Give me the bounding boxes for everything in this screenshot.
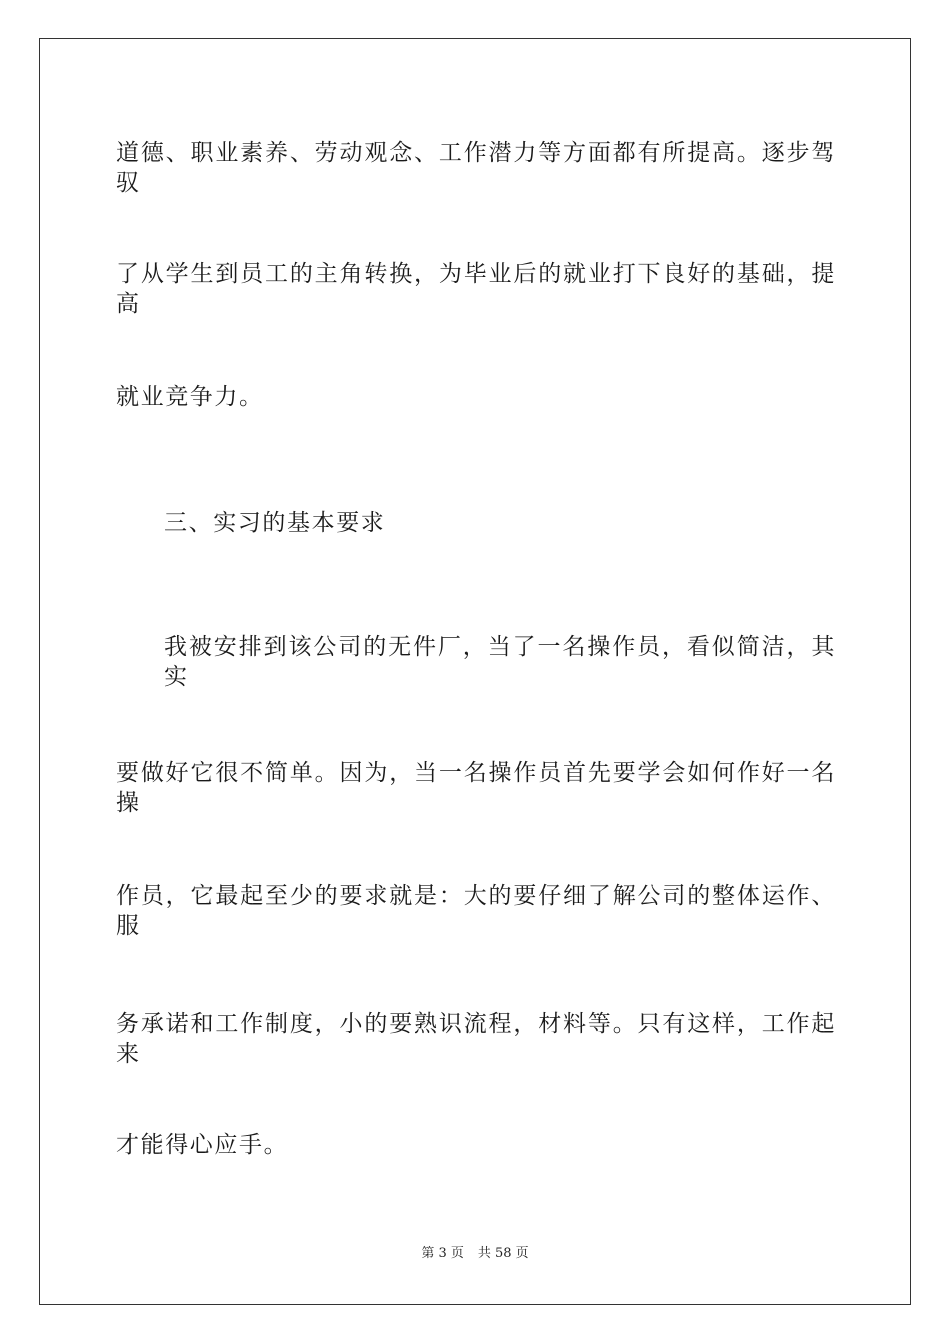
paragraph-line: 了从学生到员工的主角转换，为毕业后的就业打下良好的基础，提高 <box>116 261 836 317</box>
page-footer <box>0 1245 950 1263</box>
page-total: 共 58 页 <box>477 1246 529 1261</box>
paragraph-line: 务承诺和工作制度，小的要熟识流程，材料等。只有这样，工作起来 <box>116 1011 836 1067</box>
paragraph-line: 作员，它最起至少的要求就是：大的要仔细了解公司的整体运作、服 <box>116 883 836 939</box>
paragraph-line: 要做好它很不简单。因为，当一名操作员首先要学会如何作好一名操 <box>116 760 836 816</box>
paragraph-line: 道德、职业素养、劳动观念、工作潜力等方面都有所提高。逐步驾驭 <box>116 140 836 196</box>
paragraph-line: 我被安排到该公司的无件厂，当了一名操作员，看似简洁，其实 <box>164 634 836 690</box>
page-number: 第 3 页 <box>421 1246 464 1261</box>
paragraph-line: 就业竞争力。 <box>116 384 264 410</box>
paragraph-line: 才能得心应手。 <box>116 1132 289 1158</box>
section-heading: 三、实习的基本要求 <box>164 510 386 536</box>
